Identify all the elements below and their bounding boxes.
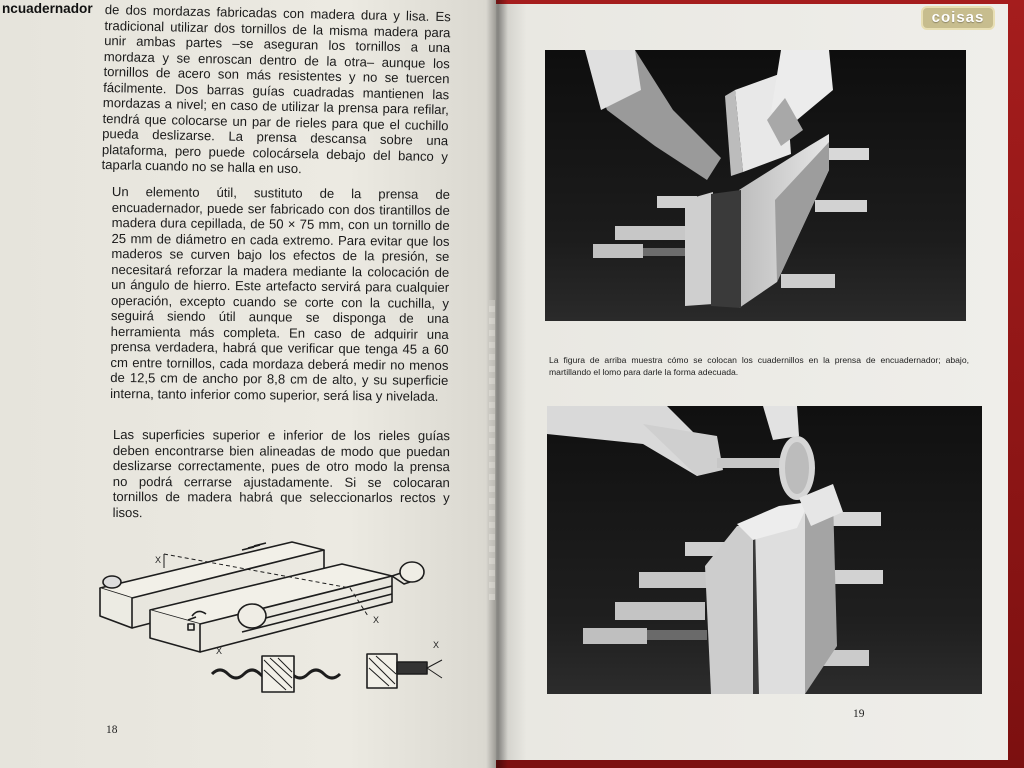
watermark-logo: coisas [921, 6, 995, 30]
photo-hammering-spine [547, 406, 982, 694]
diagram-marker: X [433, 640, 440, 650]
left-page [0, 0, 496, 768]
paragraph-press-description: de dos mordazas fabricadas con madera dura y lisa. Es tradicional utilizar dos tornillos de la misma madera para unir ambas partes –se aseguran los tornillos a una mordaza y se enroscan dentro de la otra– aunque los tornillos de acero son más resistentes y no se tuercen fácilmente. Dos barras guías cuadradas mantienen las mordazas a nivel; en caso de utilizar la prensa para refilar, tendrá que colocarse un par de rieles para que el cuchillo pueda deslizarse. La prensa descansa sobre una plataforma, pero puede colocársela debajo del banco y taparla cuando no se halla en uso. [101, 2, 451, 177]
diagram-marker: X [155, 555, 162, 565]
paragraph-guide-rails: Las superficies superior e inferior de los rieles guías deben encontrarse bien alineadas de modo que puedan deslizarse correctamente, pues de otro modo la prensa no podrá cerrarse ajustadamente. Si se colocaran tornillos de madera habrá que seleccionarlos rectos y lisos. [112, 427, 450, 520]
page-number-left: 18 [106, 724, 118, 736]
photo-placing-signatures-in-press [545, 50, 966, 321]
binding-stitching [489, 300, 495, 600]
paragraph-press-substitute: Un elemento útil, sustituto de la prensa de encuadernador, puede ser fabricado con dos tirantillos de madera dura cepillada, de 50 × 75 mm, con un tornillo de 25 mm de diámetro en cada extremo. Para evitar que los maderos se curven bajo los efectos de la presión, se necesitará reforzar la madera mediante la colocación de un ángulo de hierro. Este artefacto servirá para cualquier operación, excepto cuando se corte con la cuchilla, y seguirá siendo útil aunque se disponga de una herramienta más completa. En caso de adquirir una prensa verdadera, habrá que verificar que tenga 45 a 60 cm entre tornillos, cada mordaza deberá medir no menos de 12,5 cm de ancho por 8,8 cm de alto, y su superficie interna, tanto inferior como superior, será lisa y nivelada. [110, 184, 450, 404]
side-heading: ncuadernador [2, 1, 93, 16]
page-number-right: 19 [853, 708, 865, 720]
photo-caption: La figura de arriba muestra cómo se colocan los cuadernillos en la prensa de encuadernador; abajo, martillando el lomo para darle la forma adecuada. [549, 355, 969, 377]
diagram-marker: X [373, 615, 380, 625]
press-diagram [92, 528, 464, 703]
diagram-marker: X [216, 646, 223, 656]
